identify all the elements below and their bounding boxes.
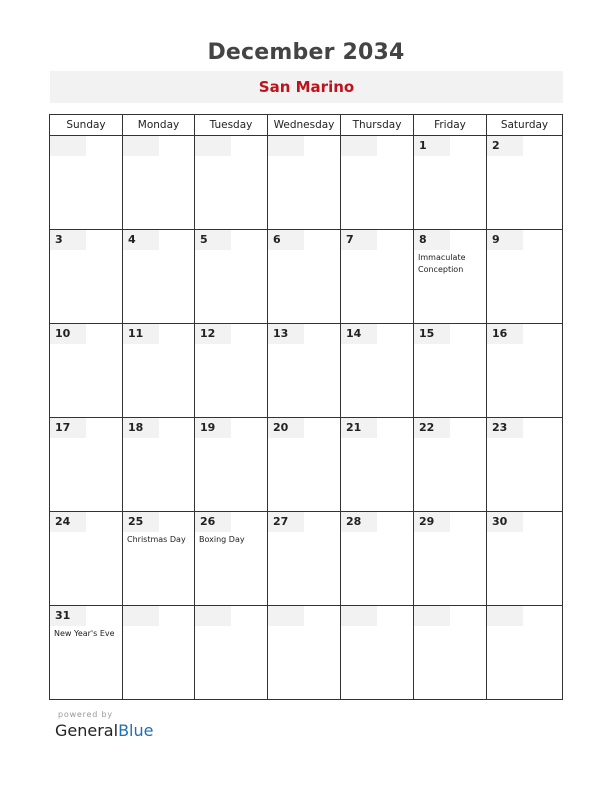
date-box	[414, 230, 450, 250]
date-box	[487, 418, 523, 438]
date-box	[341, 136, 377, 156]
day-cell	[268, 512, 341, 606]
date-number: 28	[346, 515, 362, 528]
date-number: 21	[346, 421, 362, 434]
date-box	[268, 512, 304, 532]
day-cell	[341, 418, 414, 512]
day-cell	[487, 606, 563, 700]
date-box	[414, 324, 450, 344]
generalblue-logo[interactable]	[55, 721, 153, 740]
day-cell	[195, 230, 268, 324]
weekday-header: Thursday	[341, 115, 414, 136]
date-box	[268, 136, 304, 156]
date-number: 23	[492, 421, 508, 434]
day-cell	[341, 230, 414, 324]
week-row	[50, 136, 563, 230]
date-box	[268, 606, 304, 626]
day-cell	[487, 136, 563, 230]
day-cell	[195, 606, 268, 700]
date-box	[487, 230, 523, 250]
date-box	[50, 230, 86, 250]
date-box	[195, 512, 231, 532]
date-number: 15	[419, 327, 435, 340]
day-cell	[268, 324, 341, 418]
date-number: 2	[492, 139, 500, 152]
date-number: 8	[419, 233, 427, 246]
date-number: 22	[419, 421, 435, 434]
calendar-body	[50, 136, 563, 700]
date-box	[341, 512, 377, 532]
weekday-header: Wednesday	[268, 115, 341, 136]
date-box	[487, 136, 523, 156]
day-cell	[341, 324, 414, 418]
day-cell	[123, 418, 195, 512]
date-number: 3	[55, 233, 63, 246]
date-box	[414, 512, 450, 532]
country-name: San Marino	[258, 78, 355, 96]
weekday-header: Friday	[414, 115, 487, 136]
date-number: 29	[419, 515, 435, 528]
week-row	[50, 230, 563, 324]
day-cell	[341, 512, 414, 606]
country-banner	[50, 71, 563, 103]
date-number: 30	[492, 515, 508, 528]
day-cell	[268, 418, 341, 512]
date-box	[341, 324, 377, 344]
powered-by-text: powered by	[58, 710, 113, 719]
day-cell	[50, 324, 123, 418]
day-cell	[195, 136, 268, 230]
day-cell	[268, 136, 341, 230]
date-number: 16	[492, 327, 508, 340]
date-box	[123, 418, 159, 438]
date-box	[195, 324, 231, 344]
day-cell	[487, 230, 563, 324]
date-number: 9	[492, 233, 500, 246]
date-number: 1	[419, 139, 427, 152]
date-number: 31	[55, 609, 71, 622]
date-number: 26	[200, 515, 216, 528]
day-cell	[50, 136, 123, 230]
day-cell	[487, 512, 563, 606]
day-cell	[195, 512, 268, 606]
day-cell	[341, 606, 414, 700]
date-box	[268, 418, 304, 438]
date-number: 12	[200, 327, 216, 340]
day-cell	[123, 512, 195, 606]
day-cell	[414, 512, 487, 606]
date-box	[414, 606, 450, 626]
date-box	[50, 418, 86, 438]
date-box	[123, 230, 159, 250]
date-box	[341, 418, 377, 438]
week-row	[50, 418, 563, 512]
calendar-title: December 2034	[207, 40, 405, 65]
day-cell	[414, 136, 487, 230]
date-box	[487, 606, 523, 626]
date-box	[268, 230, 304, 250]
day-cell	[414, 606, 487, 700]
brand-blue: Blue	[118, 721, 154, 740]
day-cell	[50, 418, 123, 512]
day-cell	[50, 606, 123, 700]
calendar-grid	[49, 114, 563, 700]
date-box	[195, 230, 231, 250]
date-box	[414, 418, 450, 438]
holiday-label: Immaculate Conception	[418, 253, 466, 274]
date-box	[487, 324, 523, 344]
date-box	[123, 324, 159, 344]
day-cell	[123, 324, 195, 418]
date-box	[123, 606, 159, 626]
date-box	[123, 136, 159, 156]
date-number: 4	[128, 233, 136, 246]
week-row	[50, 606, 563, 700]
day-cell	[341, 136, 414, 230]
week-row	[50, 512, 563, 606]
day-cell	[414, 418, 487, 512]
holiday-label: Christmas Day	[127, 535, 186, 544]
date-number: 24	[55, 515, 71, 528]
date-box	[341, 230, 377, 250]
weekday-header: Sunday	[50, 115, 123, 136]
date-box	[195, 136, 231, 156]
date-box	[487, 512, 523, 532]
holiday-label: New Year's Eve	[54, 629, 115, 638]
date-number: 6	[273, 233, 281, 246]
date-box	[50, 136, 86, 156]
date-number: 5	[200, 233, 208, 246]
weekday-header: Saturday	[487, 115, 563, 136]
date-number: 17	[55, 421, 71, 434]
day-cell	[50, 230, 123, 324]
date-box	[195, 606, 231, 626]
date-box	[50, 606, 86, 626]
date-number: 13	[273, 327, 289, 340]
holiday-label: Boxing Day	[199, 535, 245, 544]
day-cell	[487, 324, 563, 418]
day-cell	[414, 230, 487, 324]
weekday-header: Tuesday	[195, 115, 268, 136]
date-number: 7	[346, 233, 354, 246]
day-cell	[195, 418, 268, 512]
date-box	[123, 512, 159, 532]
week-row	[50, 324, 563, 418]
date-number: 18	[128, 421, 144, 434]
date-number: 25	[128, 515, 144, 528]
date-box	[341, 606, 377, 626]
day-cell	[414, 324, 487, 418]
date-number: 11	[128, 327, 144, 340]
date-box	[195, 418, 231, 438]
date-box	[268, 324, 304, 344]
brand-general: General	[55, 721, 119, 740]
date-box	[50, 512, 86, 532]
date-box	[50, 324, 86, 344]
day-cell	[50, 512, 123, 606]
day-cell	[123, 230, 195, 324]
date-box	[414, 136, 450, 156]
date-number: 20	[273, 421, 289, 434]
day-cell	[123, 606, 195, 700]
weekday-header: Monday	[123, 115, 195, 136]
day-cell	[268, 606, 341, 700]
day-cell	[487, 418, 563, 512]
weekday-header-row	[50, 115, 563, 136]
date-number: 19	[200, 421, 216, 434]
day-cell	[123, 136, 195, 230]
day-cell	[268, 230, 341, 324]
date-number: 14	[346, 327, 362, 340]
date-number: 27	[273, 515, 289, 528]
day-cell	[195, 324, 268, 418]
date-number: 10	[55, 327, 71, 340]
